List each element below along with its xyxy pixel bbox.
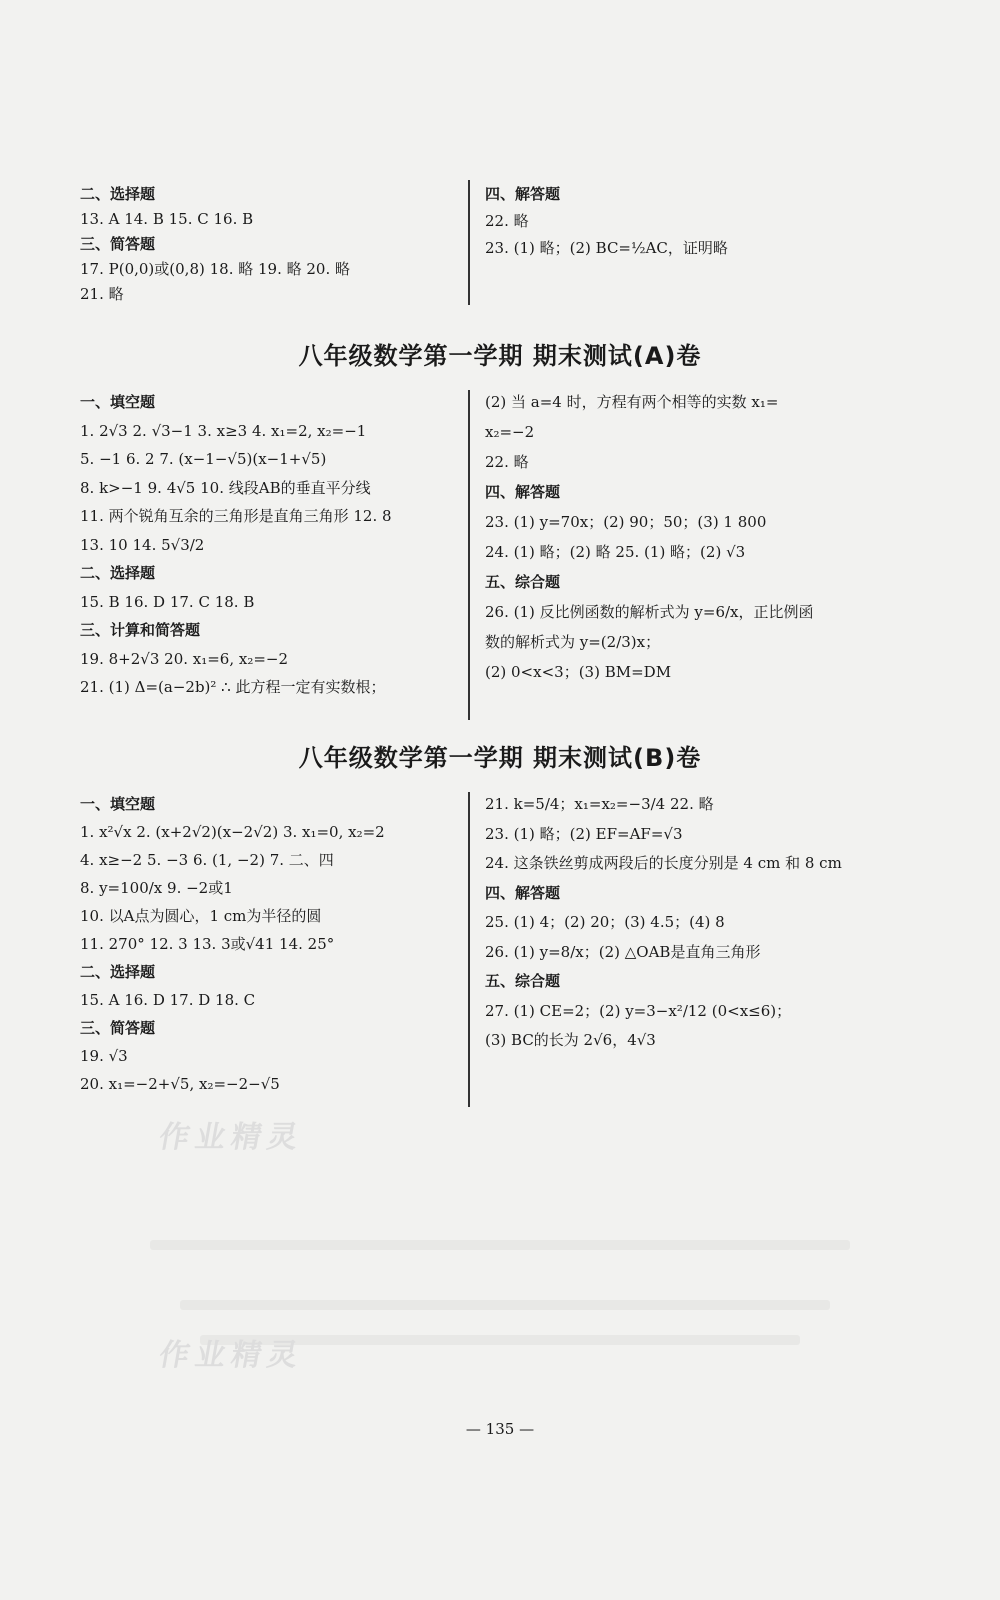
answer-line: x₂=−2	[485, 423, 535, 441]
answer-line: 22. 略	[485, 453, 529, 471]
answer-line: 25. (1) 4；(2) 20；(3) 4.5；(4) 8	[485, 913, 725, 931]
watermark: 作业精灵	[156, 1120, 307, 1155]
answer-line: 21. (1) Δ=(a−2b)² ∴ 此方程一定有实数根；	[80, 678, 386, 696]
section-heading: 二、选择题	[80, 185, 156, 203]
section-heading: 五、综合题	[485, 573, 561, 591]
answer-line: (2) 0<x<3；(3) BM=DM	[485, 663, 672, 681]
answer-line: 19. 8+2√3 20. x₁=6, x₂=−2	[80, 649, 289, 668]
answer-line: 15. A 16. D 17. D 18. C	[80, 991, 256, 1009]
answer-line: 20. x₁=−2+√5, x₂=−2−√5	[80, 1075, 280, 1093]
answer-line: 4. x≥−2 5. −3 6. (1, −2) 7. 二、四	[80, 851, 334, 869]
answer-line: 24. (1) 略；(2) 略 25. (1) 略；(2) √3	[485, 543, 746, 561]
section-heading: 四、解答题	[485, 883, 561, 902]
watermark: 作业精灵	[156, 1338, 307, 1373]
answer-line: 13. A 14. B 15. C 16. B	[80, 210, 254, 228]
section-heading: 二、选择题	[80, 564, 156, 582]
answer-line: 1. 2√3 2. √3−1 3. x≥3 4. x₁=2, x₂=−1	[80, 421, 367, 440]
answer-line: 23. (1) 略；(2) BC=½AC，证明略	[485, 239, 728, 257]
page-number: — 135 —	[465, 1420, 535, 1438]
section-heading: 四、解答题	[485, 483, 561, 501]
section-heading: 三、简答题	[80, 235, 156, 253]
bleed-through	[150, 1240, 850, 1250]
bleed-through	[180, 1300, 830, 1310]
answer-line: 11. 两个锐角互余的三角形是直角三角形 12. 8	[80, 507, 392, 525]
answer-line: 15. B 16. D 17. C 18. B	[80, 592, 255, 611]
answer-line: 27. (1) CE=2；(2) y=3−x²/12 (0<x≤6)；	[485, 1001, 792, 1020]
answer-line: 8. k>−1 9. 4√5 10. 线段AB的垂直平分线	[80, 478, 371, 497]
answer-line: 21. k=5/4；x₁=x₂=−3/4 22. 略	[485, 795, 714, 813]
answer-line: 21. 略	[80, 285, 124, 303]
column-divider	[468, 180, 470, 305]
answer-line: 1. x²√x 2. (x+2√2)(x−2√2) 3. x₁=0, x₂=2	[80, 823, 385, 841]
answer-line: 5. −1 6. 2 7. (x−1−√5)(x−1+√5)	[80, 450, 327, 468]
column-divider	[468, 792, 470, 1107]
section-heading: 五、综合题	[485, 972, 561, 990]
section-b-title: 八年级数学第一学期 期末测试(B)卷	[298, 744, 702, 772]
section-heading: 二、选择题	[80, 963, 156, 981]
answer-line: 8. y=100/x 9. −2或1	[80, 879, 233, 897]
answer-line: 11. 270° 12. 3 13. 3或√41 14. 25°	[80, 935, 335, 953]
answer-line: 24. 这条铁丝剪成两段后的长度分别是 4 cm 和 8 cm	[485, 854, 842, 872]
section-heading: 一、填空题	[80, 393, 156, 411]
column-divider	[468, 390, 470, 720]
section-heading: 三、计算和简答题	[80, 621, 201, 639]
answer-line: 17. P(0,0)或(0,8) 18. 略 19. 略 20. 略	[80, 260, 351, 278]
answer-line: 26. (1) 反比例函数的解析式为 y=6/x，正比例函	[485, 603, 814, 621]
answer-line: (2) 当 a=4 时，方程有两个相等的实数 x₁=	[485, 393, 779, 411]
section-heading: 三、简答题	[80, 1019, 156, 1037]
answer-line: 26. (1) y=8/x；(2) △OAB是直角三角形	[485, 942, 761, 961]
section-a-title: 八年级数学第一学期 期末测试(A)卷	[298, 342, 702, 370]
answer-line: 23. (1) 略；(2) EF=AF=√3	[485, 824, 683, 843]
answer-line: 数的解析式为 y=(2/3)x；	[485, 633, 661, 651]
answer-line: (3) BC的长为 2√6，4√3	[485, 1031, 656, 1049]
section-heading: 四、解答题	[485, 185, 561, 203]
section-heading: 一、填空题	[80, 795, 156, 813]
answer-line: 23. (1) y=70x；(2) 90；50；(3) 1 800	[485, 513, 767, 531]
answer-line: 10. 以A点为圆心，1 cm为半径的圆	[80, 907, 322, 925]
answer-line: 22. 略	[485, 212, 529, 230]
answer-line: 13. 10 14. 5√3/2	[80, 535, 205, 554]
answer-line: 19. √3	[80, 1047, 128, 1065]
